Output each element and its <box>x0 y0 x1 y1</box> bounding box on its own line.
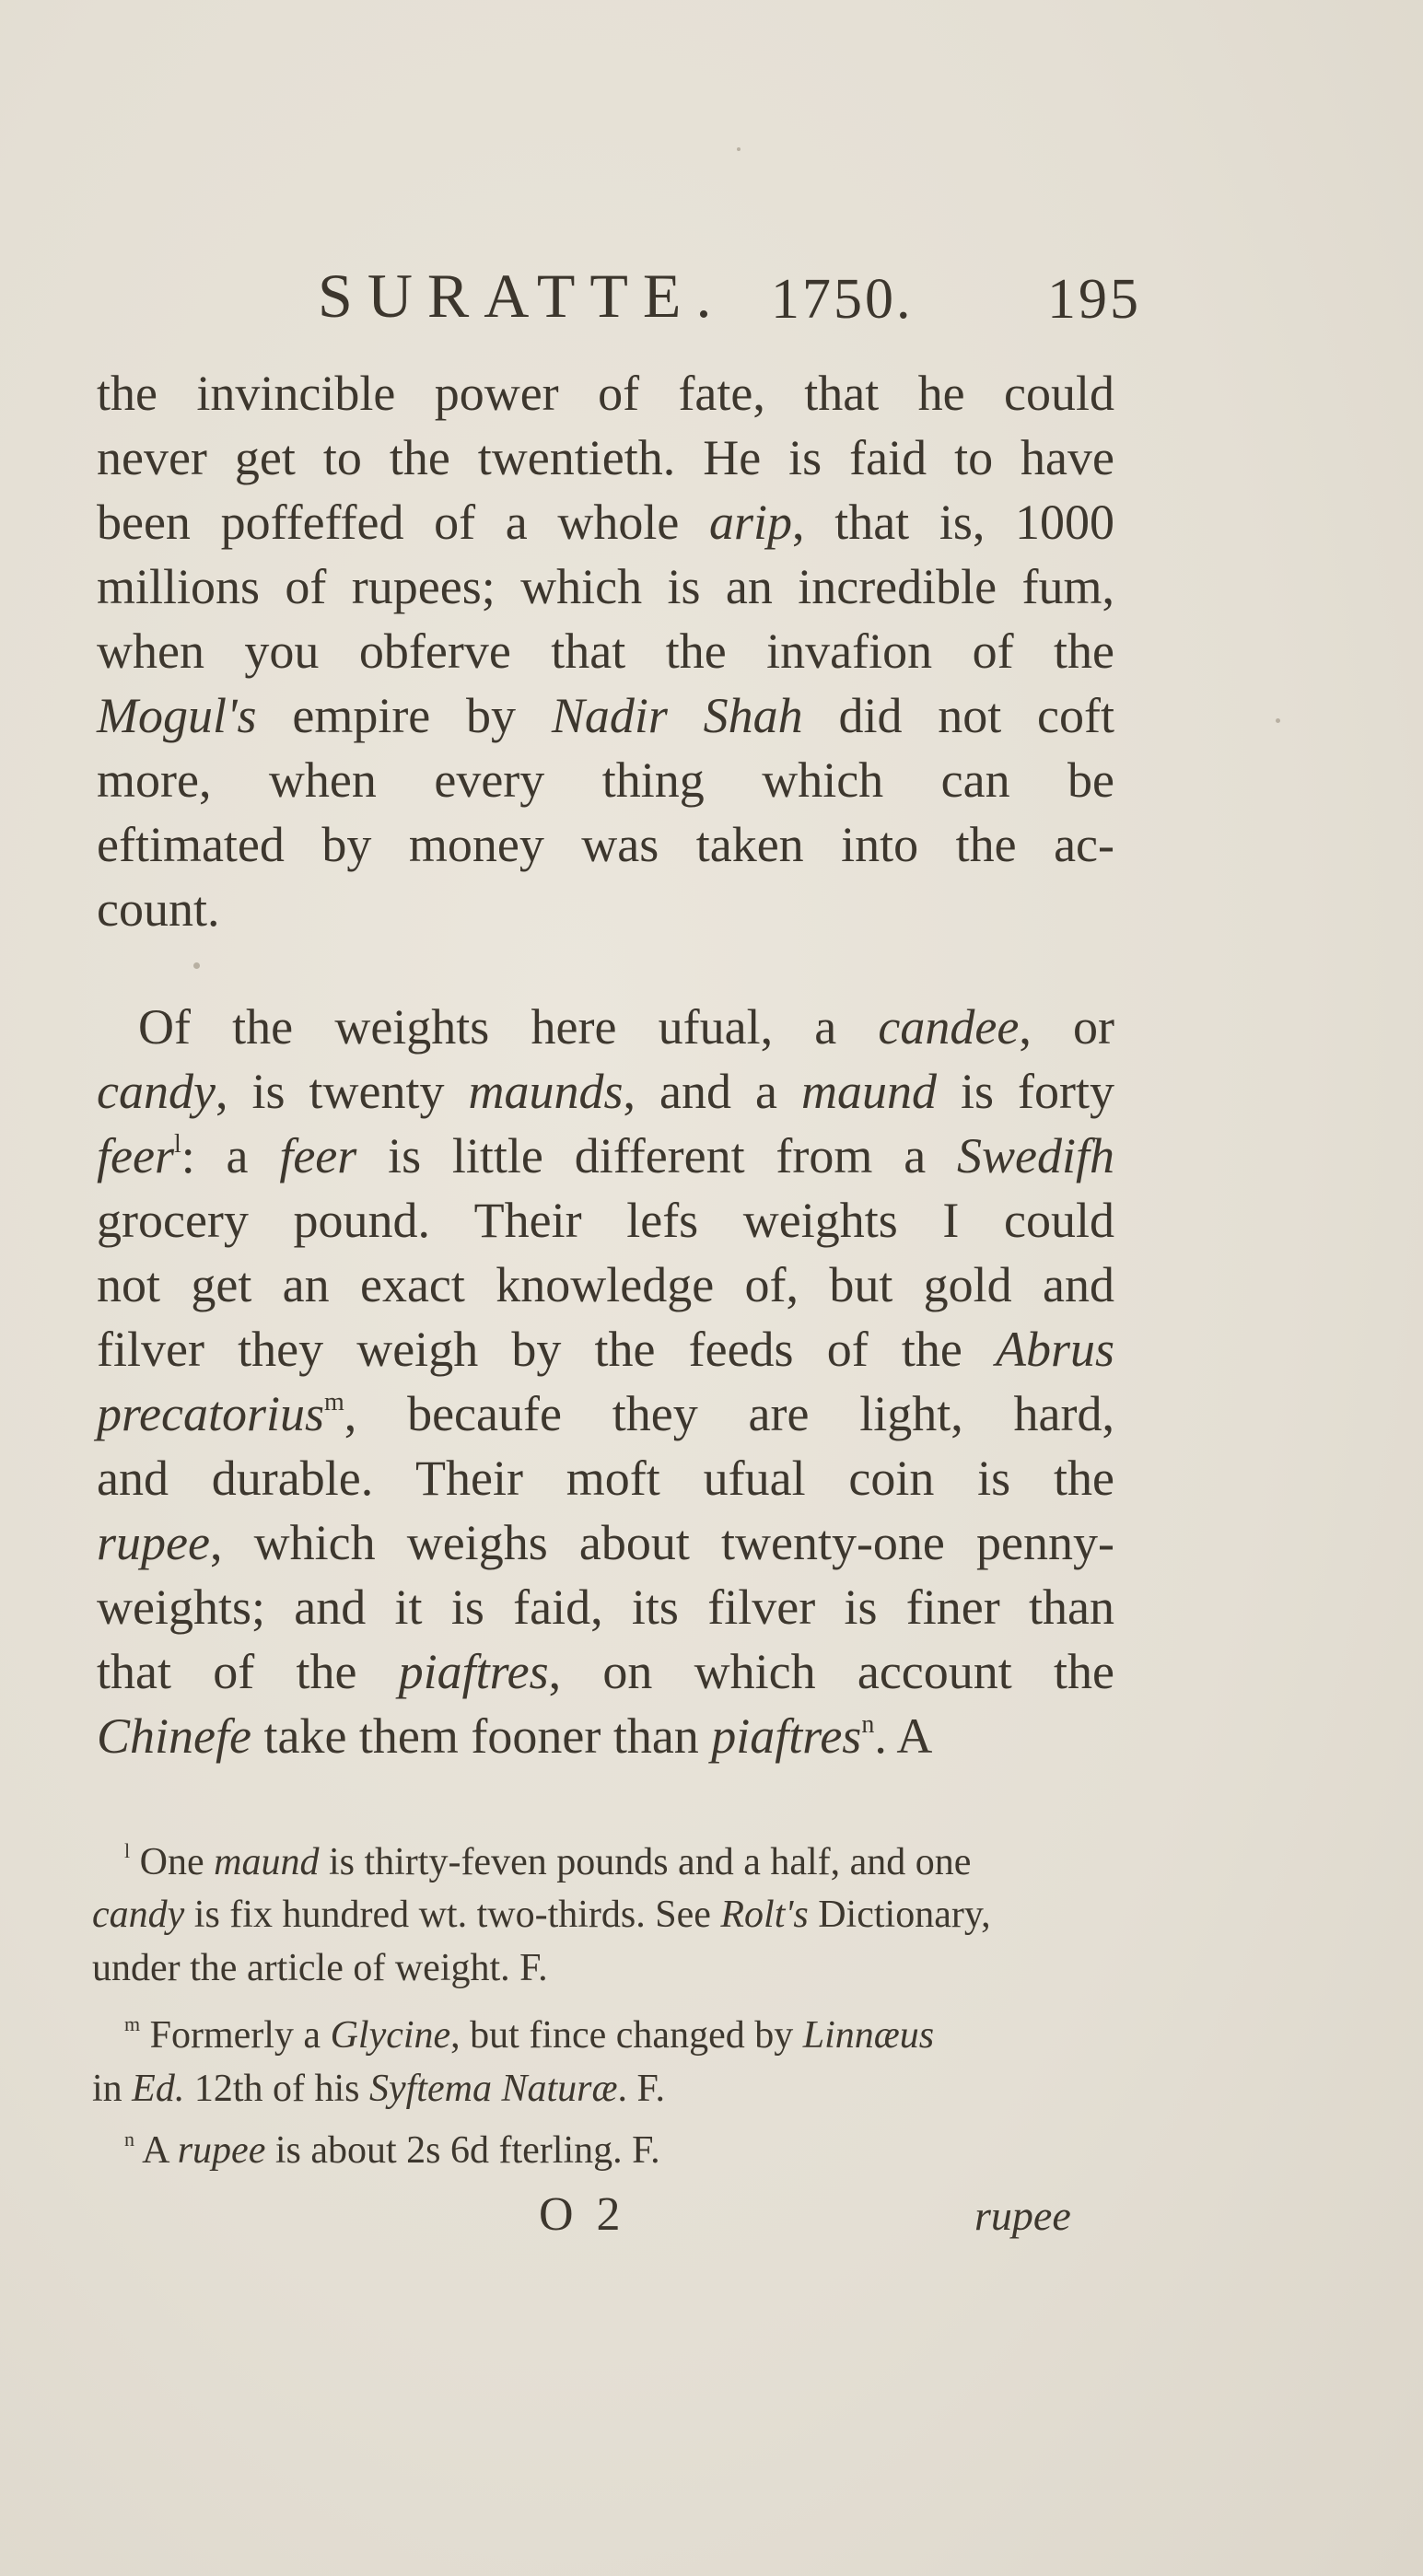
text-line: grocery pound. Their lefs weights I could <box>97 1193 1114 1248</box>
italic-term: feer <box>97 1128 174 1183</box>
footnote-marker: l <box>124 1839 131 1862</box>
italic-term: Chinefe <box>97 1708 251 1764</box>
italic-term: Syftema Naturæ <box>369 2068 618 2110</box>
italic-term: Linnæus <box>802 2014 935 2057</box>
italic-term: Swedifh <box>956 1128 1114 1183</box>
text-line: the invincible power of fate, that he could <box>97 366 1114 421</box>
footnote-line: $^m$ Formerly a Glycine, but fince changed by Linnæus <box>124 2012 935 2057</box>
footnote-line: candy is fix hundred wt. two-thirds. See Rolt's Dictionary, <box>92 1894 991 1936</box>
header-title: SURATTE. <box>318 261 727 331</box>
text-line: weights; and it is faid, its filver is finer than <box>97 1579 1114 1635</box>
signature-mark: O 2 <box>539 2188 626 2241</box>
text-line: millions of rupees; which is an incredible fum, <box>97 559 1114 614</box>
text-line: not get an exact knowledge of, but gold and <box>97 1257 1114 1312</box>
catchword: rupee <box>974 2192 1071 2239</box>
italic-term: candy <box>92 1894 185 1936</box>
text-line: Chinefe take them fooner than piaftres$^n$. A <box>97 1708 933 1764</box>
paper-speck <box>737 147 741 151</box>
footnote-marker: m <box>323 1388 344 1416</box>
text-line: candy, is twenty maunds, and a maund is forty <box>97 1064 1114 1119</box>
text-line: and durable. Their moft ufual coin is the <box>97 1451 1114 1506</box>
paper-speck <box>193 962 200 969</box>
footnote-marker: n <box>124 2127 134 2151</box>
text-line: Mogul's empire by Nadir Shah did not coft <box>97 688 1114 743</box>
italic-term: Rolt's <box>720 1894 809 1936</box>
text-line: Of the weights here ufual, a candee, or <box>138 999 1115 1055</box>
italic-term: Glycine <box>330 2014 451 2057</box>
italic-term: Mogul's <box>97 688 257 743</box>
italic-term: piaftres <box>711 1708 862 1764</box>
text-line: when you obferve that the invafion of the <box>97 624 1114 679</box>
italic-term: maund <box>214 1841 320 1883</box>
footnote-marker: n <box>861 1710 875 1739</box>
text-line: filver they weigh by the feeds of the Abrus <box>97 1322 1114 1377</box>
text-line: more, when every thing which can be <box>97 752 1114 808</box>
text-line: eftimated by money was taken into the ac- <box>97 817 1114 872</box>
footnote-marker: m <box>124 2012 141 2035</box>
italic-term: maund <box>800 1064 937 1119</box>
italic-term: maunds <box>468 1064 624 1119</box>
italic-term: Nadir Shah <box>551 688 803 743</box>
text-line: count. <box>97 881 220 937</box>
paper-speck <box>1276 718 1280 723</box>
italic-term: Ed. <box>132 2068 185 2110</box>
page-number: 195 <box>1047 268 1141 331</box>
italic-term: precatorius <box>97 1386 324 1441</box>
italic-term: candee <box>878 999 1020 1055</box>
italic-term: rupee <box>97 1515 210 1570</box>
footnote-line: $^l$ One maund is thirty-feven pounds and a half, and one <box>124 1839 972 1883</box>
footnote-line: $^n$ A rupee is about 2s 6d fterling. F. <box>124 2127 660 2172</box>
footnote-line: under the article of weight. F. <box>92 1947 548 1989</box>
italic-term: candy <box>97 1064 216 1119</box>
footnote-marker: l <box>173 1130 181 1159</box>
text-line: been poffeffed of a whole arip, that is, 1000 <box>97 495 1114 550</box>
italic-term: rupee <box>177 2129 266 2172</box>
italic-term: piaftres <box>398 1644 549 1699</box>
text-line: that of the piaftres, on which account the <box>97 1644 1114 1699</box>
text-line: precatorius$^m$, becaufe they are light, hard, <box>97 1386 1114 1441</box>
italic-term: feer <box>279 1128 357 1183</box>
footnote-line: in Ed. 12th of his Syftema Naturæ. F. <box>92 2068 665 2110</box>
header-year: 1750. <box>771 268 914 331</box>
italic-term: Abrus <box>995 1322 1114 1377</box>
text-line: feer$^l$: a feer is little different from a Swedifh <box>97 1128 1114 1183</box>
text-line: rupee, which weighs about twenty-one penny- <box>97 1515 1114 1570</box>
text-line: never get to the twentieth. He is faid to have <box>97 430 1114 485</box>
running-header <box>318 260 1141 343</box>
italic-term: arip <box>709 495 793 550</box>
